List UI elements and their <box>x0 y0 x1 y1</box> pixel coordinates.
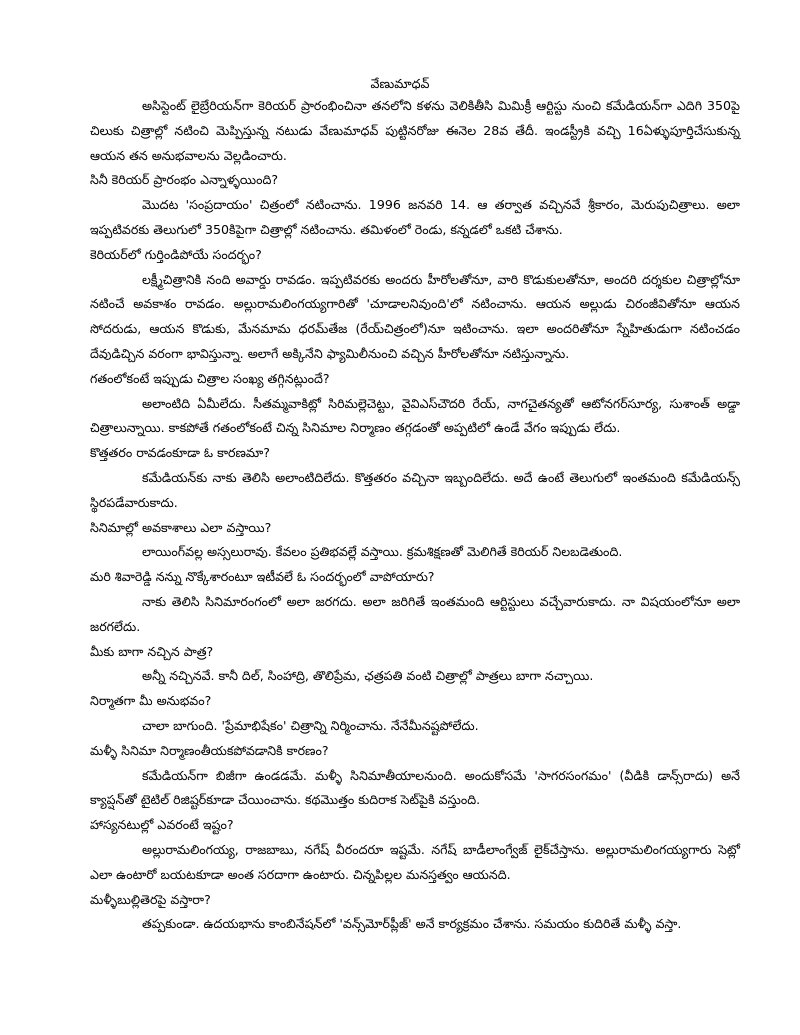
paragraph: లాయింగ్‌వల్ల అస్సలురావు. కేవలం ప్రతిభవల్లే వస్తాయి. క్రమశిక్షణతో మెలిగితే కెరియర్ నిలబడెతుంది. <box>142 544 623 560</box>
question: మీకు బాగా నచ్చిన పాత్ర? <box>90 643 214 659</box>
question: కొత్తతరం రావడంకూడా ఓ కారణమా? <box>90 445 270 461</box>
question: మళ్ళీబుల్లితెరపై వస్తారా? <box>90 891 211 907</box>
question: నిర్మాతగా మీ అనుభవం? <box>90 693 212 709</box>
document-title: వేణుమాధవ్ <box>370 76 430 91</box>
question: హాస్యనటుల్లో ఎవరంటే ఇష్టం? <box>90 817 234 833</box>
paragraph: తప్పకుండా. ఉదయభాను కాంబినేషన్‌లో 'వన్స్‌మోర్‌ప్లీజ్' అనే కార్యక్రమం చేశాను. సమయం కుదిరితే మళ్ళీ వస్తా. <box>142 916 682 932</box>
question: గతంలోకంటే ఇప్పుడు చిత్రాల సంఖ్య తగ్గినట్లుందే? <box>90 370 330 386</box>
paragraph: అన్నీ నచ్చినవే. కానీ దిల్, సింహాద్రి, తొలిప్రేమ, ఛత్రపతి వంటి చిత్రాల్లో పాత్రలు బాగా నచ్చాయి. <box>142 668 594 684</box>
paragraph: కమేడియన్‌కు నాకు తెలిసి అలాంటిదిలేదు. కొత్తతరం వచ్చినా ఇబ్బందిలేదు. అదే ఉంటే తెలుగులో ఇంతమంది కమేడియన్స్ స్థిరపడేవారుకాదు. <box>90 469 740 510</box>
paragraph: చాలా బాగుంది. 'ప్రేమాభిషేకం' చిత్రాన్ని నిర్మించాను. నేనేమీనష్టపోలేదు. <box>142 717 479 733</box>
question: కెరియర్‌లో గుర్తిండిపోయే సందర్భం? <box>90 246 262 262</box>
paragraph: అలాంటిది ఏమీలేదు. సీతమ్మవాకిట్లో సిరిమల్లెచెట్టు, వైవిఎస్‌చౌదరి రేయ్, నాగచైతన్యతో ఆటోనగర్‌సూర్య, సుశాంత్ అడ్డా చిత్రాలున్నాయి. కాకపోతే గతంలోకంటే చిన్న సినిమాల నిర్మాణం తగ్గడంతో అప్పటిలో ఉండే వేగం ఇప్పుడు లేదు. <box>90 395 740 436</box>
question: సినిమాల్లో అవకాశాలు ఎలా వస్తాయి? <box>90 519 272 535</box>
paragraph: లక్ష్మీచిత్రానికి నంది అవార్డు రావడం. ఇప్పటివరకు అందరు హీరోలతోనూ, వారి కొడుకులతోనూ, అందరి దర్శకుల చిత్రాల్లోనూ నటించే అవకాశం రావడం. అల్లురామలింగయ్యగారితో 'చూడాలనివుంది'లో నటించాను. ఆయన అల్లుడు చిరంజీవితోనూ ఆయన సోదరుడు, ఆయన కొడుకు, మేనమామ ధరమ్‌తేజ (రేయ్‌చిత్రంలో)నూ ఇటించాను. ఇలా అందరితోనూ స్నేహితుడుగా నటించడం దేవుడిచ్చిన వరంగా భావిస్తున్నా. అలాగే అక్కినేని ఫ్యామిలీనుంచి వచ్చిన హీరోలతోనూ నటిస్తున్నాను. <box>90 271 740 361</box>
paragraph: అసిస్టెంట్ లైబ్రేరియన్‌గా కెరియర్ ప్రారంభించినా తనలోని కళను వెలికితీసి మిమిక్రీ ఆర్టిస్టు నుంచి కమేడియన్‌గా ఎదిగి 350పై చిలుకు చిత్రాల్లో నటించి మెప్పిస్తున్న నటుడు వేణుమాధవ్ పుట్టినరోజు ఈనెల 28వ తేదీ. ఇండస్ట్రీకి వచ్చి 16ఏళ్ళుపూర్తిచేసుకున్న ఆయన తన అనుభవాలను వెల్లడించారు. <box>90 98 740 163</box>
question: మరి శివారెడ్డి నన్ను నొక్కేశారంటూ ఇటీవలే ఓ సందర్భంలో వాపోయారు? <box>90 569 435 585</box>
paragraph: కమేడియన్‌గా బిజీగా ఉండడమే. మళ్ళీ సినిమాతీయాలనుంది. అందుకోసమే 'సాగరసంగమం' (వీడికి డాన్స్‌రాదు) అనే క్యాప్షన్‌తో టైటిల్ రిజిష్టర్‌కూడా చేయించాను. కథమొత్తం కుదిరాక సెట్‌పైకి వస్తుంది. <box>90 767 740 808</box>
paragraph: మొదట 'సంప్రదాయం' చిత్రంలో నటించాను. 1996 జనవరి 14. ఆ తర్వాత వచ్చినవే శ్రీకారం, మెరుపుచిత్రాలు. అలా ఇప్పటివరకు తెలుగులో 350కిపైగా చిత్రాల్లో నటించాను. తమిళంలో రెండు, కన్నడలో ఒకటి చేశాను. <box>90 197 740 237</box>
question: మళ్ళీ సినిమా నిర్మాణంతీయకపోవడానికి కారణం? <box>90 742 329 758</box>
paragraph: నాకు తెలిసి సినిమారంగంలో అలా జరగదు. అలా జరిగితే ఇంతమంది ఆర్టిస్టులు వచ్చేవారుకాదు. నా విషయంలోనూ అలా జరగలేదు. <box>90 593 740 634</box>
paragraph: అల్లురామలింగయ్య, రాజబాబు, నగేష్ వీరందరూ ఇష్టమే. నగేష్ బాడీలాంగ్వేజ్ లైక్‌చేస్తాను. అల్లురామలింగయ్యగారు సెట్లో ఎలా ఉంటారో బయటకూడా అంత సరదాగా ఉంటారు. చిన్నపిల్లల మనస్తత్వం ఆయనది. <box>90 841 740 882</box>
question: సినీ కెరియర్ ప్రారంభం ఎన్నాళ్ళయింది? <box>90 172 279 188</box>
document-body <box>90 94 740 937</box>
